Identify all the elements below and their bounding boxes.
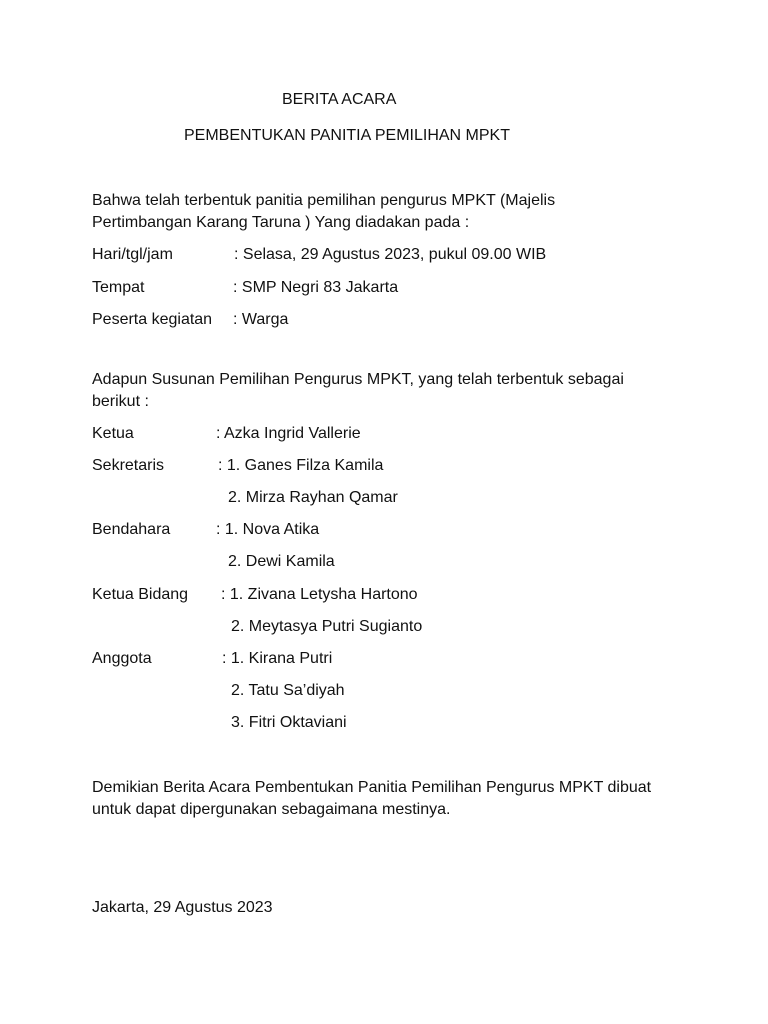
detail-label-place: Tempat [92, 279, 145, 296]
place-date: Jakarta, 29 Agustus 2023 [92, 899, 273, 916]
closing-line-2: untuk dapat dipergunakan sebagaimana mestinya. [92, 801, 451, 818]
role-value-ketua: : Azka Ingrid Vallerie [216, 425, 361, 442]
structure-intro-line-1: Adapun Susunan Pemilihan Pengurus MPKT, yang telah terbentuk sebagai [92, 371, 624, 388]
role-label-bendahara: Bendahara [92, 521, 171, 538]
detail-label-date: Hari/tgl/jam [92, 246, 173, 263]
role-value-sekretaris-2: 2. Mirza Rayhan Qamar [228, 489, 398, 506]
role-label-anggota: Anggota [92, 650, 152, 667]
role-label-ketua-bidang: Ketua Bidang [92, 586, 189, 603]
role-value-sekretaris-1: : 1. Ganes Filza Kamila [218, 457, 384, 474]
role-value-anggota-1: : 1. Kirana Putri [222, 650, 333, 667]
role-label-sekretaris: Sekretaris [92, 457, 165, 474]
role-label-ketua: Ketua [92, 425, 134, 442]
document-subtitle: PEMBENTUKAN PANITIA PEMILIHAN MPKT [184, 127, 510, 144]
detail-value-date: : Selasa, 29 Agustus 2023, pukul 09.00 WIB [234, 246, 547, 263]
structure-intro-line-2: berikut : [92, 393, 149, 410]
detail-label-participants: Peserta kegiatan [92, 311, 213, 328]
intro-line-2: Pertimbangan Karang Taruna ) Yang diadakan pada : [92, 214, 470, 231]
detail-value-place: : SMP Negri 83 Jakarta [233, 279, 399, 296]
role-value-ketua-bidang-2: 2. Meytasya Putri Sugianto [231, 618, 423, 635]
role-value-bendahara-1: : 1. Nova Atika [216, 521, 320, 538]
document-title: BERITA ACARA [282, 91, 397, 108]
role-value-ketua-bidang-1: : 1. Zivana Letysha Hartono [221, 586, 418, 603]
role-value-anggota-2: 2. Tatu Sa’diyah [231, 682, 345, 699]
intro-line-1: Bahwa telah terbentuk panitia pemilihan pengurus MPKT (Majelis [92, 192, 556, 209]
closing-line-1: Demikian Berita Acara Pembentukan Panitia Pemilihan Pengurus MPKT dibuat [92, 779, 652, 796]
role-value-anggota-3: 3. Fitri Oktaviani [231, 714, 347, 731]
role-value-bendahara-2: 2. Dewi Kamila [228, 553, 335, 570]
detail-value-participants: : Warga [233, 311, 289, 328]
